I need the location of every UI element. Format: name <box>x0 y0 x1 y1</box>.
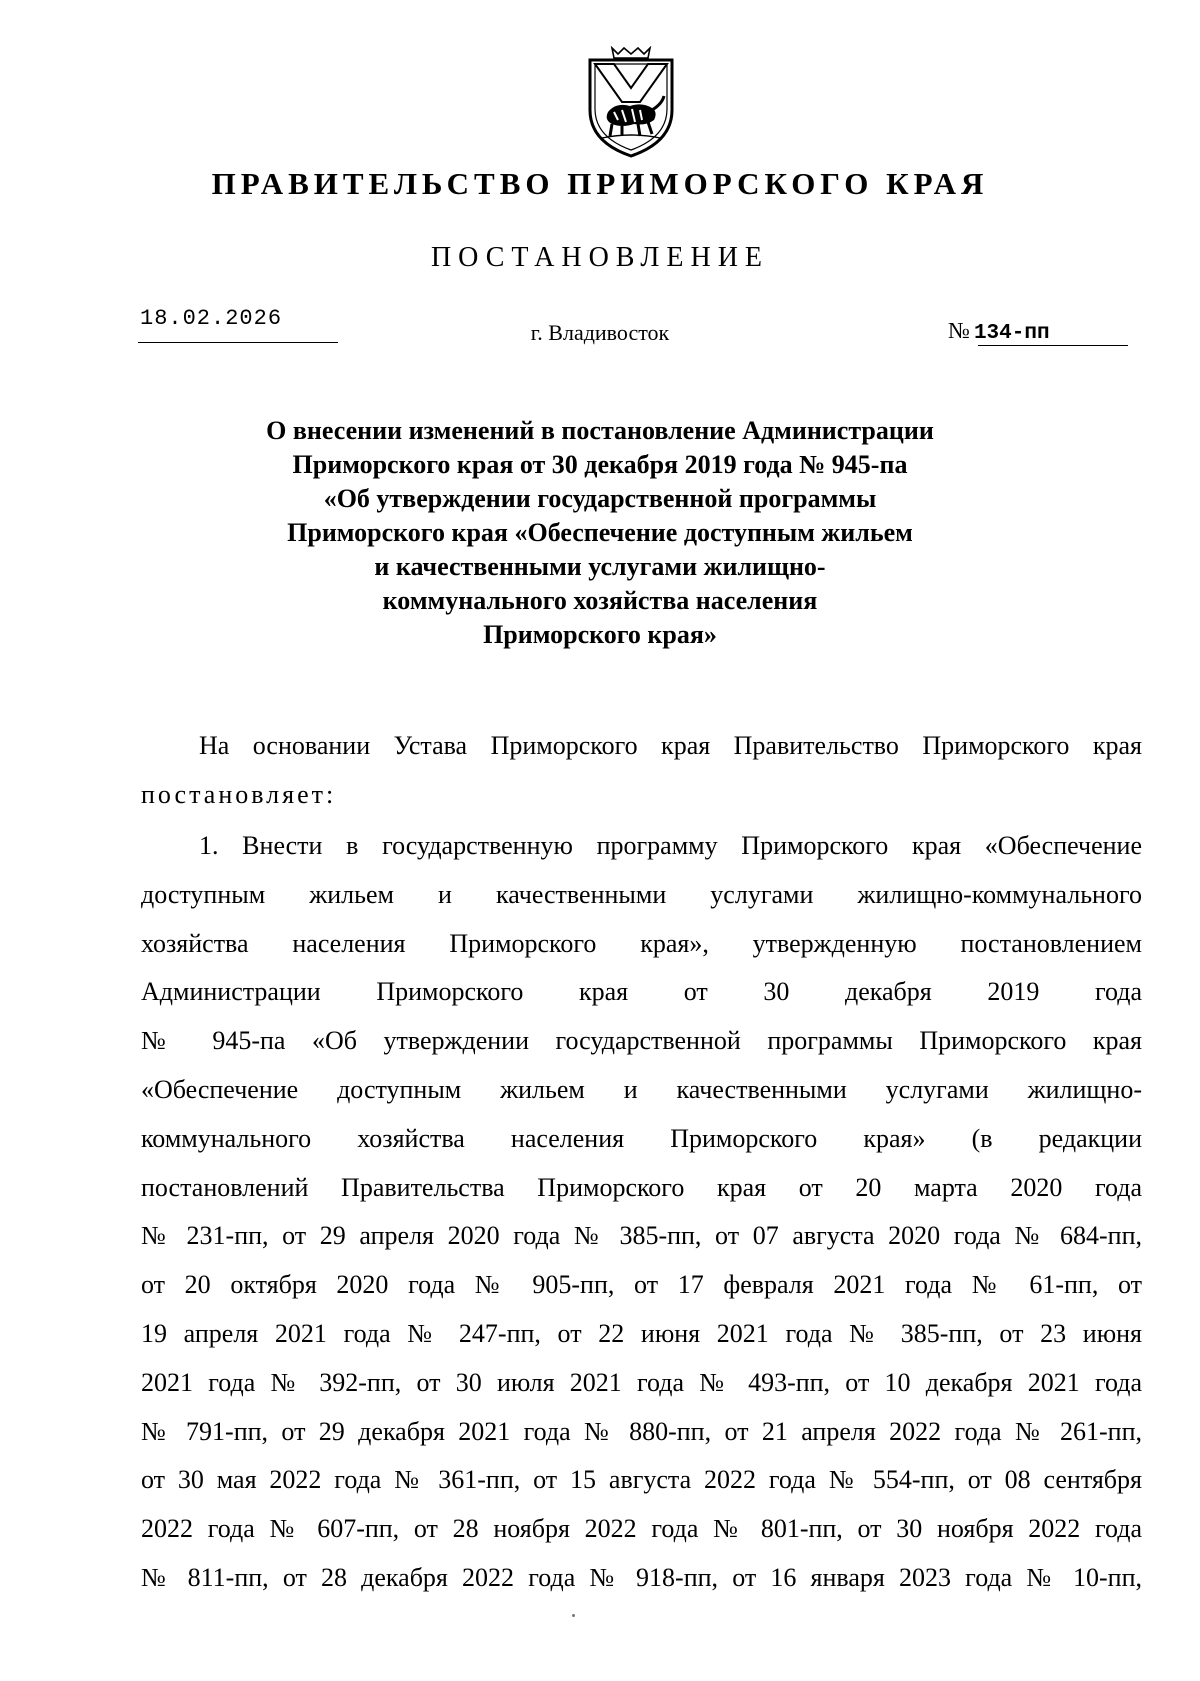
primorsky-coat-of-arms-icon <box>582 46 680 158</box>
number-sign: № <box>948 318 970 343</box>
paragraph-line: Администрации Приморского края от 30 декабря 2019 года <box>141 977 1142 1007</box>
date-value: 18.02.2026 <box>140 306 283 331</box>
paragraph-line: коммунального хозяйства населения Приморского края» (в редакции <box>141 1123 1142 1153</box>
paragraph-line: «Обеспечение доступным жильем и качественными услугами жилищно- <box>141 1074 1142 1104</box>
city-label: г. Владивосток <box>530 320 670 345</box>
preamble <box>141 722 1142 820</box>
subject-line: Приморского края «Обеспечение доступным жильем <box>287 518 913 547</box>
paragraph-line: 2022 года № 607-пп, от 28 ноября 2022 года № 801-пп, от 30 ноября 2022 года <box>141 1514 1142 1544</box>
paragraph-line: № 945-па «Об утверждении государственной программы Приморского края <box>141 1026 1142 1056</box>
subject-line: коммунального хозяйства населения <box>382 586 818 615</box>
paragraph-line: от 20 октября 2020 года № 905-пп, от 17 февраля 2021 года № 61-пп, от <box>141 1270 1142 1300</box>
resolves-word: постановляет: <box>141 779 337 809</box>
subject-line: «Об утверждении государственной программы <box>323 484 877 513</box>
document-type-heading: ПОСТАНОВЛЕНИЕ <box>430 242 770 273</box>
preamble-line: На основании Устава Приморского края Правительство Приморского края <box>199 731 1142 760</box>
paragraph-line: от 30 мая 2022 года № 361-пп, от 15 августа 2022 года № 554-пп, от 08 сентября <box>141 1465 1142 1495</box>
subject-line: Приморского края от 30 декабря 2019 года № 945-па <box>292 450 908 479</box>
document-subject <box>200 414 1000 652</box>
number-underline <box>978 345 1128 346</box>
subject-line: О внесении изменений в постановление Администрации <box>266 416 934 445</box>
scan-artifact-dot <box>572 1614 575 1617</box>
paragraph-line: 1. Внести в государственную программу Приморского края «Обеспечение <box>199 831 1142 860</box>
subject-line: и качественными услугами жилищно- <box>374 552 826 581</box>
number-value: 134-пп <box>973 322 1050 345</box>
subject-line: Приморского края» <box>483 620 717 649</box>
paragraph-line: № 231-пп, от 29 апреля 2020 года № 385-пп, от 07 августа 2020 года № 684-пп, <box>141 1221 1142 1251</box>
paragraph-line: доступным жильем и качественными услугами жилищно-коммунального <box>141 879 1142 909</box>
paragraph-line: № 791-пп, от 29 декабря 2021 года № 880-пп, от 21 апреля 2022 года № 261-пп, <box>141 1416 1142 1446</box>
paragraph-line: хозяйства населения Приморского края», утвержденную постановлением <box>141 928 1142 958</box>
paragraph-line: № 811-пп, от 28 декабря 2022 года № 918-пп, от 16 января 2023 года № 10-пп, <box>141 1562 1142 1592</box>
paragraph-line: постановлений Правительства Приморского края от 20 марта 2020 года <box>141 1172 1142 1202</box>
paragraph-1 <box>141 822 1142 1603</box>
document-number <box>948 318 1128 345</box>
paragraph-line: 2021 года № 392-пп, от 30 июля 2021 года № 493-пп, от 10 декабря 2021 года <box>141 1367 1142 1397</box>
paragraph-line: 19 апреля 2021 года № 247-пп, от 22 июня 2021 года № 385-пп, от 23 июня <box>141 1318 1142 1348</box>
government-title: ПРАВИТЕЛЬСТВО ПРИМОРСКОГО КРАЯ <box>211 166 989 201</box>
